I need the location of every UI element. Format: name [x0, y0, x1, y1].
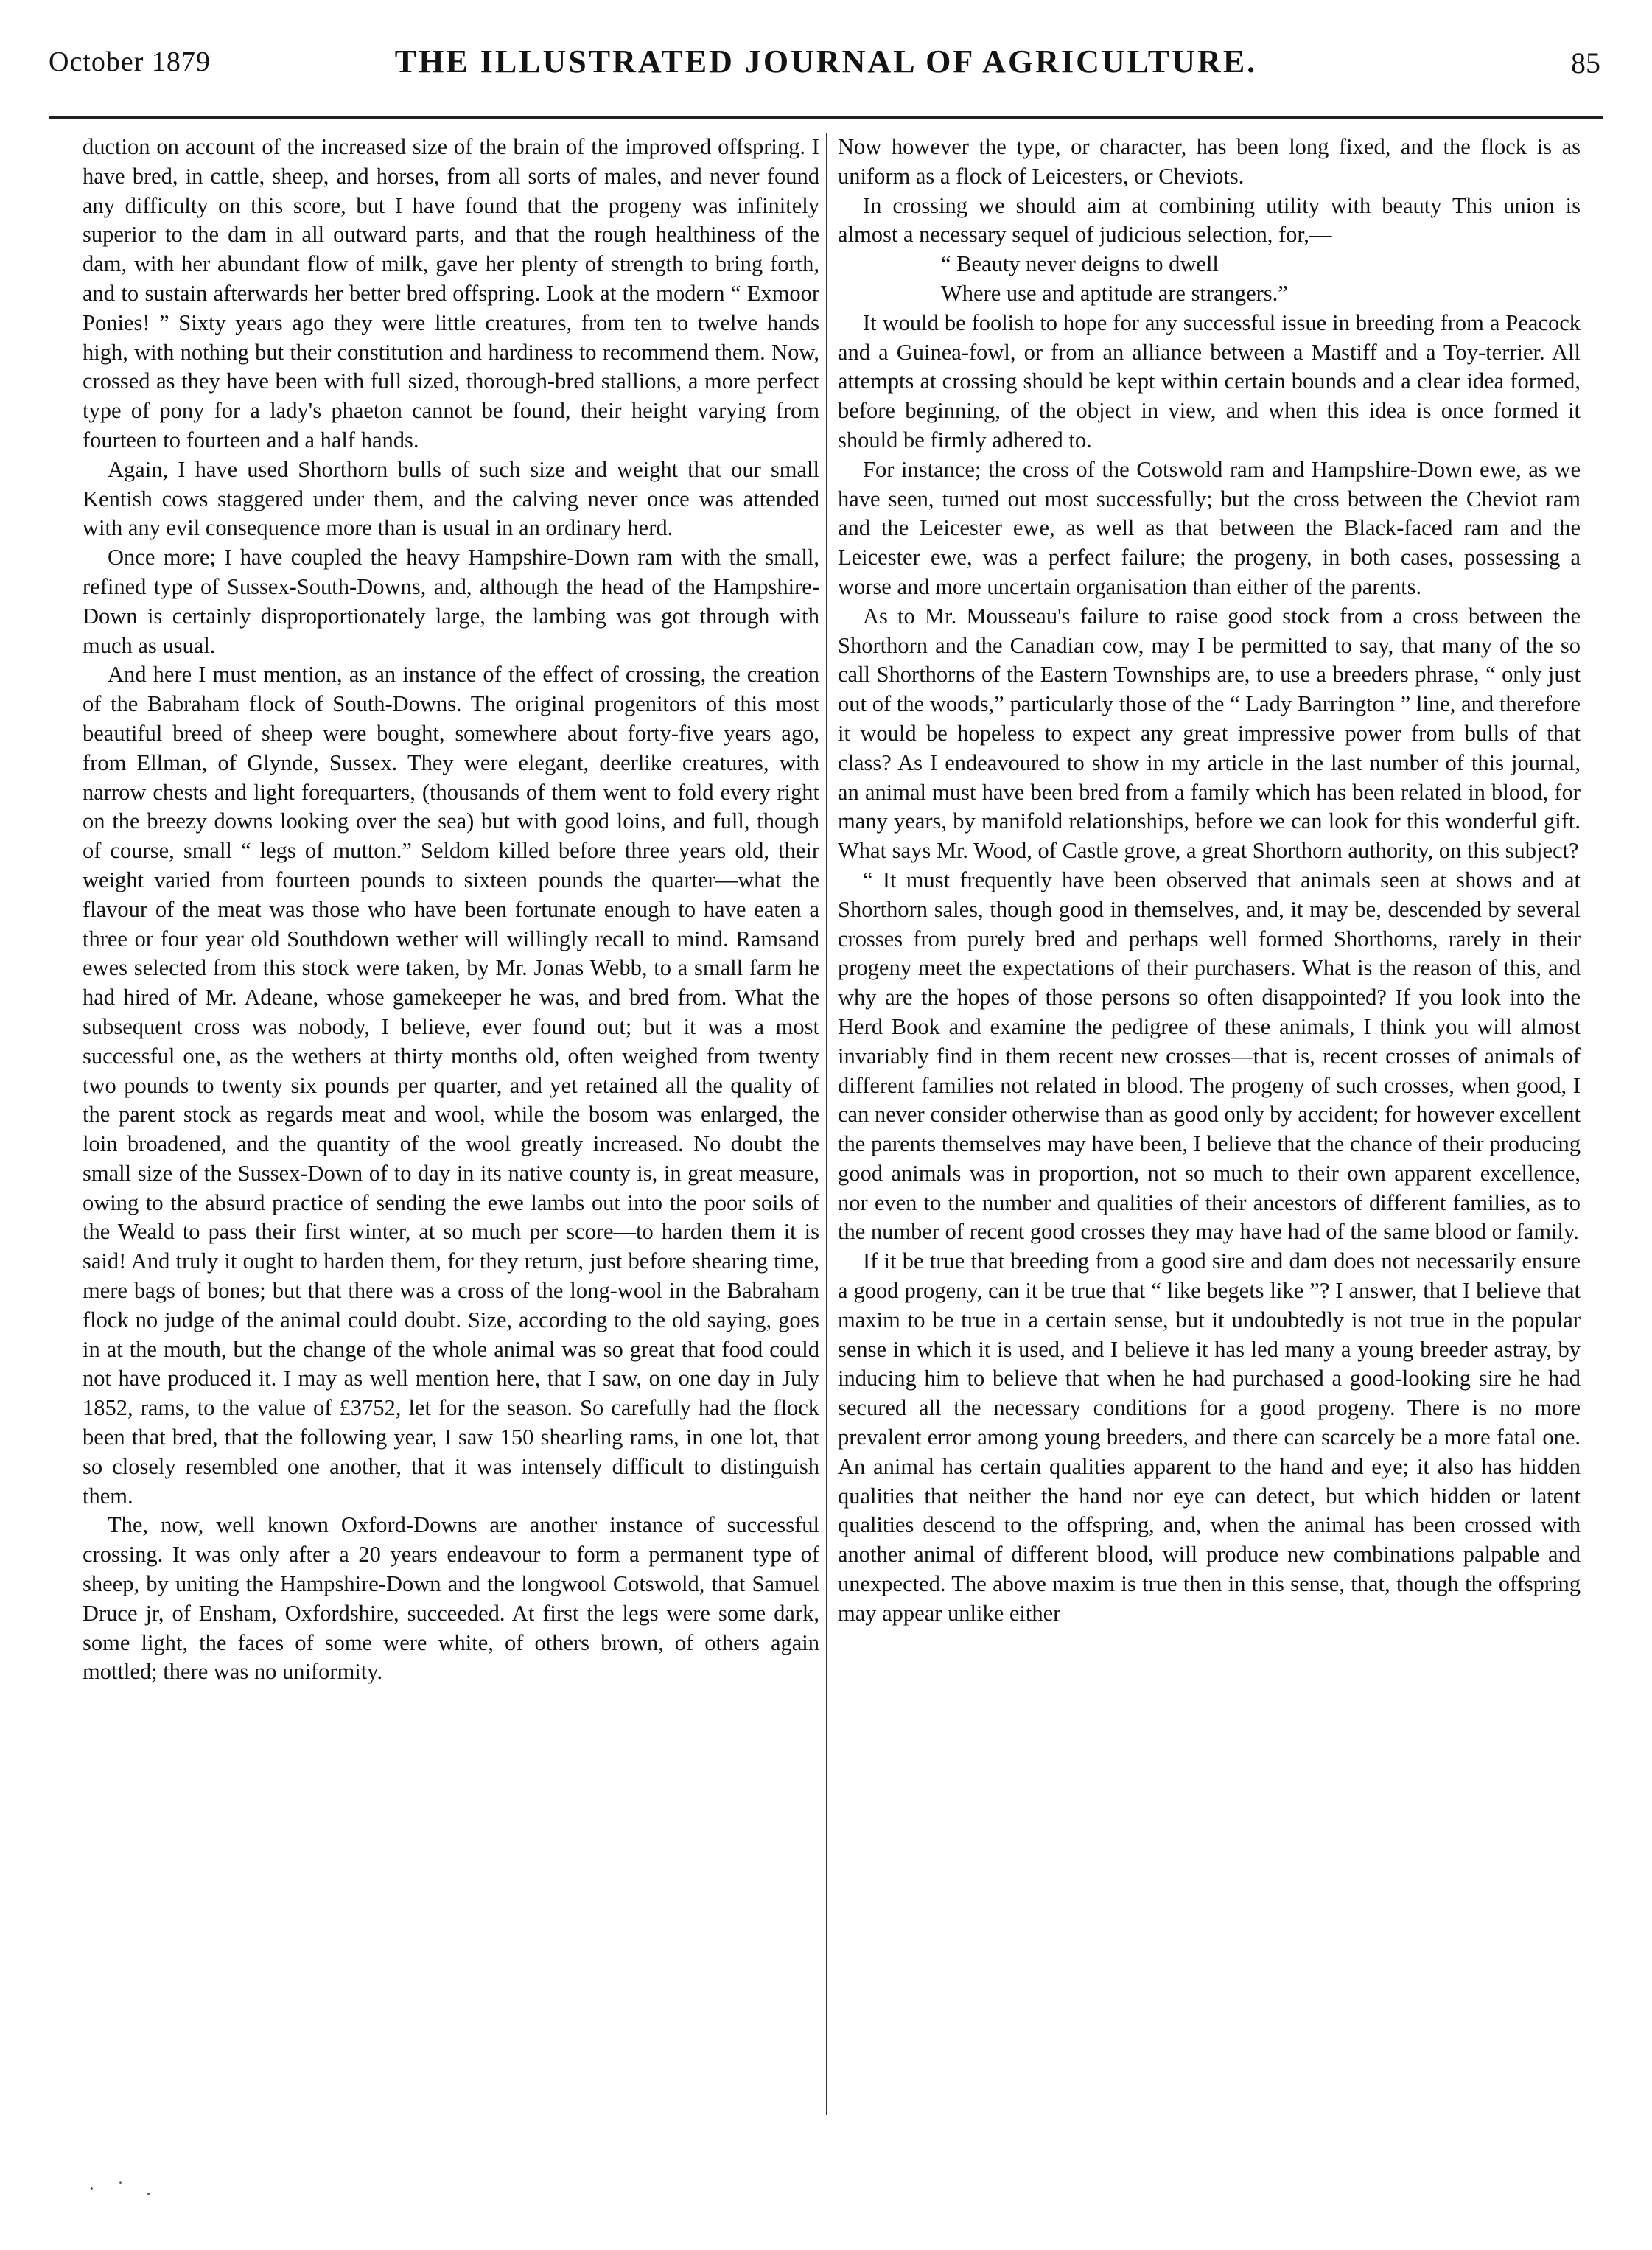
quoted-paragraph: “ It must frequently have been observed that animals seen at shows and at Shorthorn sales, though good in themselves, and, it may be, descended by several crosses from purely bred and perhaps well formed Shorthorns, rarely in their progeny meet the expectations of their purchasers. What is the reason of this, and why are the hopes of those persons so often disappointed? If you look into the Herd Book and examine the pedigree of these animals, I think you will almost invariably find in them recent new crosses—that is, recent crosses of animals of different families not related in blood. The progeny of such crosses, when good, I can never consider otherwise than as good only by accident; for however excellent the parents themselves may have been, I believe that the chance of their producing good animals was in proportion, not so much to their own apparent excellence, nor even to the number and qualities of their ancestors of different families, as to the number of recent good crosses they may have had of the same blood or family. [838, 867, 1581, 1245]
print-specks: · ˙ . [88, 2178, 160, 2199]
paragraph: In crossing we should aim at combining utility with beauty This union is almost a necessary sequel of judicious selection, for,— [838, 192, 1581, 248]
paragraph: For instance; the cross of the Cotswold ram and Hampshire-Down ewe, as we have seen, turned out most successfully; but the cross between the Cheviot ram and the Leicester ewe, as well as that between the Black-faced ram and the Leicester ewe, was a perfect failure; the progeny, in both cases, possessing a worse and more uncertain organisation than either of the parents. [838, 456, 1581, 599]
paragraph: Again, I have used Shorthorn bulls of such size and weight that our small Kentish cows staggered under them, and the calving never once was attended with any evil consequence more than is usual in an ordinary herd. [83, 456, 819, 541]
column-divider [826, 133, 827, 2115]
left-column [83, 133, 819, 2137]
paragraph: Once more; I have coupled the heavy Hampshire-Down ram with the small, refined type of Sussex-South-Downs, and, although the head of the Hampshire-Down is certainly disproportionately large, the lambing was got through with much as usual. [83, 545, 819, 658]
right-column [838, 133, 1581, 2137]
paragraph: duction on account of the increased size of the brain of the improved offspring. I have bred, in cattle, sheep, and horses, from all sorts of males, and never found any difficulty on this score, but I have found that the progeny was infinitely superior to the dam in all outward parts, and that the rough healthiness of the dam, with her abundant flow of milk, gave her plenty of strength to bring forth, and to sustain afterwards her better bred offspring. Look at the modern “ Exmoor Ponies! ” Sixty years ago they were little creatures, from ten to twelve hands high, with nothing but their constitution and hardiness to recommend them. Now, crossed as they have been with full sized, thorough-bred stallions, a more perfect type of pony for a lady's phaeton cannot be found, their height varying from fourteen to fourteen and a half hands. [83, 134, 819, 453]
paragraph: As to Mr. Mousseau's failure to raise good stock from a cross between the Shorthorn and the Canadian cow, may I be permitted to say, that many of the so call Shorthorns of the Eastern Townships are, to use a breeders phrase, “ only just out of the woods,” particularly those of the “ Lady Barrington ” line, and therefore it would be hopeless to expect any great impressive power from bulls of that class? As I endeavoured to show in my article in the last number of this journal, an animal must have been bred from a family which has been related in blood, for many years, by manifold relationships, before we can look for this wonderful gift. What says Mr. Wood, of Castle grove, a great Shorthorn authority, on this subject? [838, 603, 1581, 864]
verse-line: “ Beauty never deigns to dwell [941, 251, 1219, 277]
header-rule [49, 116, 1603, 119]
issue-date: October 1879 [49, 46, 211, 77]
paragraph: And here I must mention, as an instance of the effect of crossing, the creation of the Babraham flock of South-Downs. The original progenitors of this most beautiful breed of sheep were bought, somewhere about forty-five years ago, from Ellman, of Glynde, Sussex. They were elegant, deerlike creatures, with narrow chests and light forequarters, (thousands of them went to fold every right on the breezy downs looking over the sea) but with good loins, and full, though of course, small “ legs of mutton.” Seldom killed before three years old, their weight varied from fourteen pounds to sixteen pounds the quarter—what the flavour of the meat was those who have been fortunate enough to have eaten a three or four year old Southdown wether will willingly recall to mind. Ramsand ewes selected from this stock were taken, by Mr. Jonas Webb, to a small farm he had hired of Mr. Adeane, whose gamekeeper he was, and bred from. What the subsequent cross was nobody, I believe, ever found out; but it was a most successful one, as the wethers at thirty months old, often weighed from twenty two pounds to twenty six pounds per quarter, and yet retained all the quality of the parent stock as regards meat and wool, while the bosom was enlarged, the loin broadened, and the quantity of the wool greatly increased. No doubt the small size of the Sussex-Down of to day in its native county is, in great measure, owing to the absurd practice of sending the ewe lambs out into the poor soils of the Weald to pass their first winter, at so much per score—to harden them it is said! And truly it ought to harden them, for they return, just before shearing time, mere bags of bones; but that there was a cross of the long-wool in the Babraham flock no judge of the animal could doubt. Size, according to the old saying, goes in at the mouth, but the change of the whole animal was so great that food could not have produced it. I may as well mention here, that I saw, on one day in July 1852, rams, to the value of £3752, let for the season. So carefully had the flock been that bred, that the following year, I saw 150 shearling rams, in one lot, that so closely resembled one another, that it was intensely difficult to distinguish them. [83, 662, 819, 1509]
page-header [0, 0, 1652, 111]
paragraph: The, now, well known Oxford-Downs are another instance of successful crossing. It was only after a 20 years endeavour to form a permanent type of sheep, by uniting the Hampshire-Down and the longwool Cotswold, that Samuel Druce jr, of Ensham, Oxfordshire, succeeded. At first the legs were some dark, some light, the faces of some were white, of others brown, of others again mottled; there was no uniformity. [83, 1512, 819, 1685]
verse-line: Where use and aptitude are strangers.” [941, 280, 1288, 306]
page-number: 85 [1571, 46, 1600, 80]
journal-title: THE ILLUSTRATED JOURNAL OF AGRICULTURE. [394, 43, 1258, 80]
paragraph: If it be true that breeding from a good sire and dam does not necessarily ensure a good progeny, can it be true that “ like begets like ”? I answer, that I believe that maxim to be true in a certain sense, but it undoubtedly is not true in the popular sense in which it is used, and I believe it has led many a young breeder astray, by inducing him to believe that when he had purchased a good-looking sire he had secured all the necessary conditions for a good progeny. There is no more prevalent error among young breeders, and there can scarcely be a more fatal one. An animal has certain qualities apparent to the hand and eye; it also has hidden qualities that neither the hand nor eye can detect, but which hidden or latent qualities descend to the offspring, and, when the animal has been crossed with another animal of different blood, will produce new combinations palpable and unexpected. The above maxim is true then in this sense, that, though the offspring may appear unlike either [838, 1248, 1581, 1626]
paragraph: Now however the type, or character, has been long fixed, and the flock is as uniform as a flock of Leicesters, or Cheviots. [838, 134, 1581, 189]
paragraph: It would be foolish to hope for any successful issue in breeding from a Peacock and a Guinea-fowl, or from an alliance between a Mastiff and a Toy-terrier. All attempts at crossing should be kept within certain bounds and a clear idea formed, before beginning, of the object in view, and when this idea is once formed it should be firmly adhered to. [838, 310, 1581, 453]
